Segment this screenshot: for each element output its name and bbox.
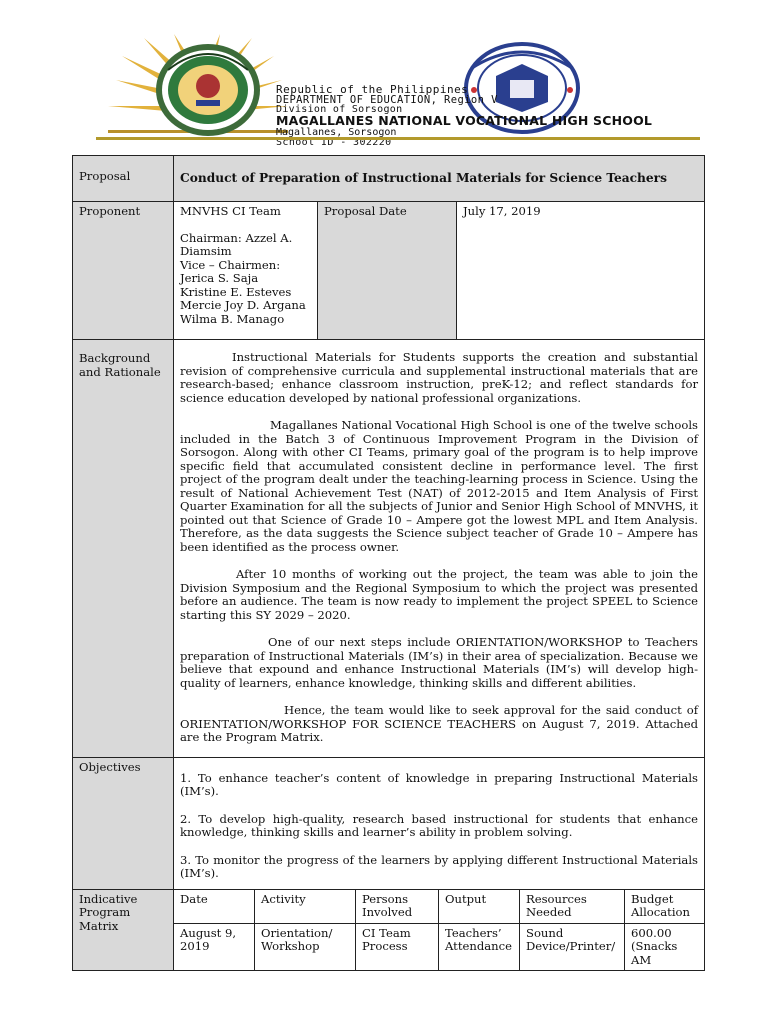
proposal-title: Conduct of Preparation of Instructional Materials for Science Teachers: [174, 156, 705, 202]
proponent-details: [174, 202, 318, 340]
background-paragraph: One of our next steps include ORIENTATION/WORKSHOP to Teachers preparation of Instructional Materials (IM’s) in their area of specialization. Because we believe that expound and enhance Instructional Materials (IM’s) will develop high-quality of learners, enhance knowledge, thinking skills and different abilities.: [180, 635, 698, 690]
proponent-member: Kristine E. Esteves: [180, 284, 292, 299]
matrix-cell-resources: Sound Device/Printer/: [520, 923, 625, 970]
department-text: DEPARTMENT OF EDUCATION, Region V: [276, 94, 498, 106]
objective-item: 2. To develop high-quality, research based instructional for students that enhance knowledge, thinking skills and learner’s ability in problem solving.: [180, 811, 698, 839]
proposal-date-value: July 17, 2019: [457, 202, 705, 340]
matrix-cell: [174, 889, 705, 971]
matrix-header: Date: [174, 890, 255, 924]
school-id-text: School ID - 302220: [276, 137, 392, 148]
objectives-list: [174, 757, 705, 889]
matrix-header: Activity: [255, 890, 356, 924]
school-seal-icon: [138, 40, 278, 140]
objective-item: 3. To monitor the progress of the learners by applying different Instructional Materials (IM’s).: [180, 852, 698, 880]
objective-item: 1. To enhance teacher’s content of knowledge in preparing Instructional Materials (IM’s).: [180, 770, 698, 798]
proponent-vice-label: Vice – Chairmen:: [180, 257, 281, 272]
matrix-label: Indicative Program Matrix: [73, 889, 174, 971]
proponent-member: Wilma B. Manago: [180, 311, 285, 326]
program-matrix: [174, 890, 704, 971]
division-text: Division of Sorsogon: [276, 104, 403, 115]
address-text: Magallanes, Sorsogon: [276, 127, 397, 138]
matrix-header: Persons Involved: [356, 890, 439, 924]
table-row: [174, 923, 704, 970]
matrix-header: Output: [439, 890, 520, 924]
matrix-cell-date: August 9, 2019: [174, 923, 255, 970]
matrix-header-row: [174, 890, 704, 924]
republic-text: Republic of the Philippines: [276, 83, 469, 96]
background-paragraph: Instructional Materials for Students supports the creation and substantial revision of comprehensive curricula and supplemental instructional materials that are research-based; enhance classroom instruction, preK-12; and reflect standards for science education developed by national professional organizations.: [180, 350, 698, 405]
proponent-chairman: Chairman: Azzel A. Diamsim: [180, 230, 293, 258]
header-divider: [96, 137, 700, 140]
objectives-label: Objectives: [73, 757, 174, 889]
matrix-cell-budget: 600.00 (Snacks AM: [625, 923, 705, 970]
proponent-label: Proponent: [73, 202, 174, 340]
matrix-header: Budget Allocation: [625, 890, 705, 924]
proposal-label: Proposal: [73, 156, 174, 202]
background-paragraph: Magallanes National Vocational High School is one of the twelve schools included in the Batch 3 of Continuous Improvement Program in the Division of Sorsogon. Along with other CI Teams, primary goal of the program is to help improve specific field that accumulated consistent decline in performance level. The first project of the program dealt under the teaching-learning process in Science. Using the result of National Achievement Test (NAT) of 2012-2015 and Item Analysis of First Quarter Examination for all the subjects of Junior and Senior High School of MNVHS, it pointed out that Science of Grade 10 – Ampere got the lowest MPL and Item Analysis. Therefore, as the data suggests the Science subject teacher of Grade 10 – Ampere has been identified as the process owner.: [180, 418, 698, 554]
matrix-cell-persons: CI Team Process: [356, 923, 439, 970]
matrix-cell-output: Teachers’ Attendance: [439, 923, 520, 970]
proponent-member: Jerica S. Saja: [180, 271, 259, 285]
matrix-header: Resources Needed: [520, 890, 625, 924]
background-text: [174, 340, 705, 758]
proposal-table: [72, 155, 705, 971]
proponent-member: Mercie Joy D. Argana: [180, 298, 306, 312]
background-paragraph: Hence, the team would like to seek approval for the said conduct of ORIENTATION/WORKSHOP FOR SCIENCE TEACHERS on August 7, 2019. Attached are the Program Matrix.: [180, 703, 698, 744]
proponent-team: MNVHS CI Team: [180, 204, 281, 218]
school-name: MAGALLANES NATIONAL VOCATIONAL HIGH SCHOOL: [276, 113, 653, 128]
background-label: Background and Rationale: [73, 340, 174, 758]
letterhead: [0, 0, 768, 148]
background-paragraph: After 10 months of working out the project, the team was able to join the Division Symposium and the Regional Symposium to which the project was presented before an audience. The team is now ready to implement the project SPEEL to Science starting this SY 2029 – 2020.: [180, 567, 698, 622]
matrix-cell-activity: Orientation/ Workshop: [255, 923, 356, 970]
proposal-date-label: Proposal Date: [318, 202, 457, 340]
